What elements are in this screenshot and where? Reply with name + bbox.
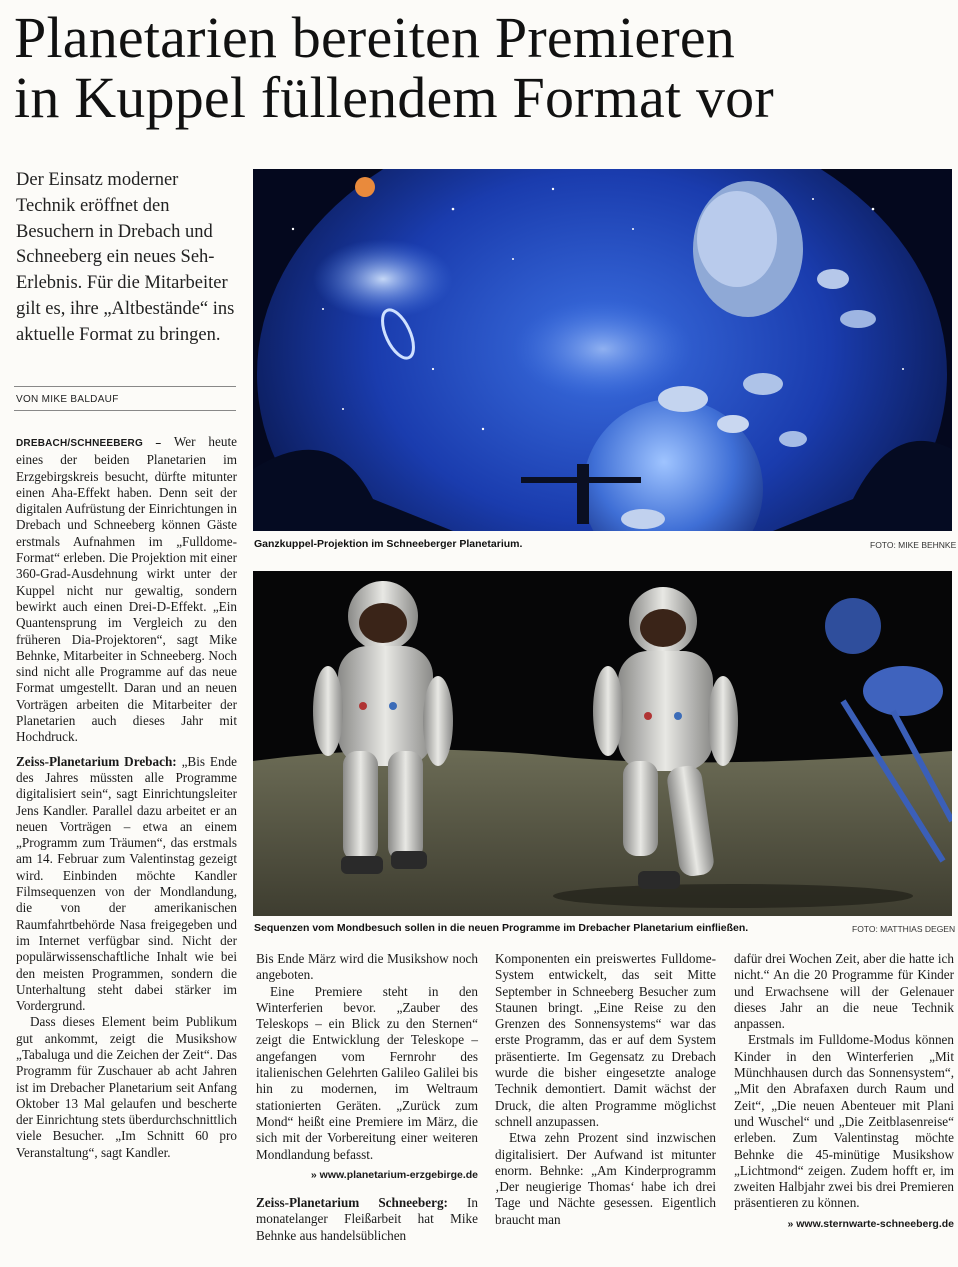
subheading: Zeiss-Planetarium Schneeberg: xyxy=(256,1195,448,1211)
lead-text: Der Einsatz moderner Technik eröffnet den Besuchern in Drebach und Schneeberg ein neues Seh-Erlebnis. Für die Mitarbeiter gilt es, ihre „Altbestände“ ins aktuelle Format zu bringen. xyxy=(16,170,235,345)
article-column-2 xyxy=(256,951,478,1244)
dateline: DREBACH/SCHNEEBERG – xyxy=(16,438,174,449)
photo2-credit: FOTO: MATTHIAS DEGEN xyxy=(852,924,956,934)
website-link-schneeberg[interactable]: » www.sternwarte-schneeberg.de xyxy=(787,1217,954,1230)
paragraph: Wer heute eines der beiden Planetarien im Erzgebirgskreis besucht, dürfte mitunter einen Aha-Effekt haben. Denn seit der digitalen Aufrüstung der Einrichtungen in Drebach und Schneeberg können Gäste erstmals Aufnahmen im „Fulldome-Format“ erleben. Die Projektion mit einer 360-Grad-Ausdehnung wirkt unter der Kuppel nicht nur gewaltig, sondern bewirkt auch einen Drei-D-Effekt. „Ein Quantensprung im Vergleich zu den früheren Dia-Projektoren“, sagt Mike Behnke, Mitarbeiter in Schneeberg. Noch sind nicht alle Programme auf das neue Format umgestellt. Daran und an neuen Vorträgen arbeiten die Mitarbeiter der Planetarien auch dieses Jahr mit Hochdruck. xyxy=(16,434,237,745)
divider xyxy=(14,410,236,411)
paragraph: Erstmals im Fulldome-Modus können Kinder in den Winterferien „Mit Münchhausen durch das Sonnensystem“, „Mit den Abrafaxen durch Raum und Zeit“, „Die neuen Abenteuer mit Plani und Wuschel“ und „Die Zeitblasenreise“ erleben. Zum Valentinstag möchte Behnke die 45-minütige Musikshow „Lichtmond“ zeigen. Zudem hofft er, im zweiten Halbjahr zwei bis drei Premieren präsentieren zu können. xyxy=(734,1032,954,1211)
paragraph: Bis Ende März wird die Musikshow noch angeboten. xyxy=(256,951,478,983)
paragraph: Etwa zehn Prozent sind inzwischen digitalisiert. Der Aufwand ist mitunter enorm. Behnke: „Am Kinderprogramm ‚Der neugierige Thomas‘ habe ich drei Tage und Nächte gesessen. Eigentlich braucht man xyxy=(495,1130,716,1227)
subheading: Zeiss-Planetarium Drebach: xyxy=(16,753,177,769)
paragraph: dafür drei Wochen Zeit, aber die hatte ich nicht.“ An die 20 Programme für Kinder und Erwachsene will der Gelenauer dieses Jahr an die neue Technik anpassen. xyxy=(734,951,954,1032)
astronauts-image xyxy=(253,571,952,916)
photo2-caption: Sequenzen vom Mondbesuch sollen in die neuen Programme im Drebacher Planetarium einfließen. xyxy=(254,922,749,934)
divider xyxy=(14,386,236,387)
dome-projection-image xyxy=(253,169,952,531)
byline: VON MIKE BALDAUF xyxy=(16,394,119,405)
paragraph: Dass dieses Element beim Publikum gut ankommt, zeigt die Musikshow „Tabaluga und die Zeichen der Zeit“. Das Programm für Zuschauer ab acht Jahren ist im Drebacher Planetarium seit Anfang Oktober 13 Mal gelaufen und bescherte der Einrichtung stets überdurchschnittlich viele Besucher. „Im Schnitt 60 pro Veranstaltung“, sagt Kandler. xyxy=(16,1014,237,1160)
paragraph: Eine Premiere steht in den Winterferien bevor. „Zauber des Teleskops – ein Blick zu den Sternen“ zeigt die Entwicklung der Teleskope – angefangen vom Fernrohr des italienischen Gelehrten Galileo Galilei bis hin zu modernen, im Weltraum stationierten Geräten. „Zurück zum Mond“ heißt eine Premiere im März, die sich mit der Vorbereitung einer weiteren Mondlandung befasst. xyxy=(256,983,478,1162)
paragraph: Komponenten ein preiswertes Fulldome-System entwickelt, das seit Mitte September in Schneeberg Besucher zum Staunen bringt. „Eine Reise zu den Grenzen des Sonnensystems“ war das erste Programm, das er auf dem System präsentierte. Im Gegensatz zu Drebach wurde die bisher eingesetzte analoge Technik demontiert. Damit wächst der Druck, die alten Programme möglichst schnell anzupassen. xyxy=(495,951,716,1129)
paragraph: „Bis Ende des Jahres müssten alle Programme digitalisiert sein“, sagt Einrichtungsleiter Jens Kandler. Parallel dazu arbeitet er an neuen Vorträgen – etwa an einem „Programm zum Träumen“, das erstmals am 14. Februar zum Valentinstag gezeigt wird. Einbinden möchte Kandler Filmsequenzen von der Mondlandung, die von der amerikanischen Raumfahrtbehörde Nasa freigegeben und im Internet verfügbar sind. Nicht der populärwissenschaftliche Inhalt wie bei den meisten Programmen, sondern die Unterhaltung steht dabei stärker im Vordergrund. xyxy=(16,753,237,1014)
paragraph: In monatelanger Fleißarbeit hat Mike Behnke aus handelsüblichen xyxy=(256,1195,478,1243)
dome-projection-photo xyxy=(253,169,952,531)
photo1-caption: Ganzkuppel-Projektion im Schneeberger Planetarium. xyxy=(254,538,523,550)
astronauts-photo xyxy=(253,571,952,916)
headline: Planetarien bereiten Premieren in Kuppel füllendem Format vor xyxy=(14,5,774,130)
photo1-credit: FOTO: MIKE BEHNKE xyxy=(870,540,957,550)
website-link-drebach[interactable]: » www.planetarium-erzgebirge.de xyxy=(310,1168,478,1181)
article-column-3 xyxy=(495,951,716,1228)
article-column-4 xyxy=(734,951,954,1232)
article-column-1 xyxy=(16,434,237,1161)
